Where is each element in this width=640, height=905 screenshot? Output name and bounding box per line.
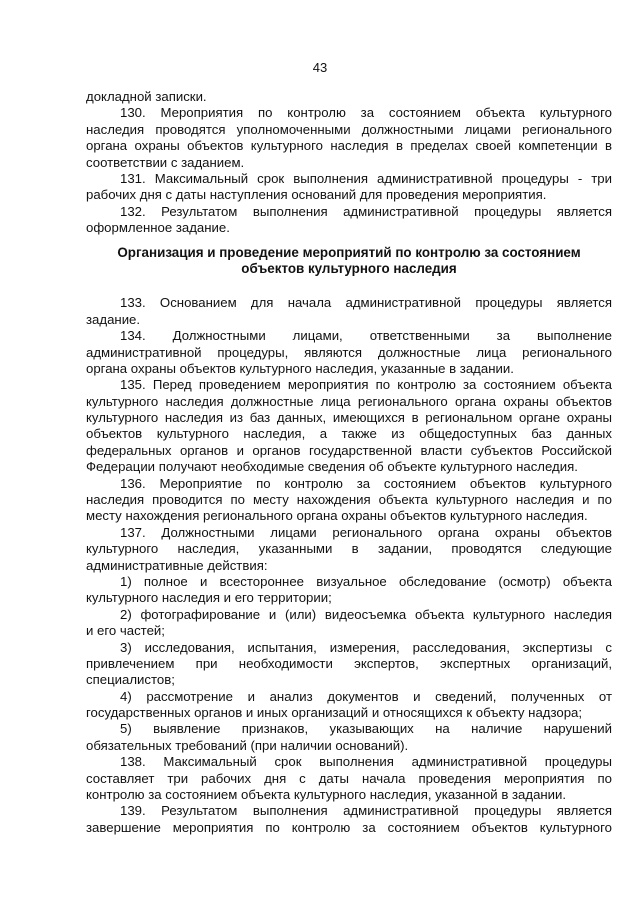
- text-line: докладной записки.: [86, 89, 207, 104]
- list-item-4: 4) рассмотрение и анализ документов и сведений, полученных от: [120, 688, 612, 704]
- text-line: административные действия:: [86, 557, 268, 573]
- section-heading-line-1: Организация и проведение мероприятий по контролю за состоянием: [117, 244, 581, 260]
- text-line: контролю за состоянием объекта культурного наследия, указанной в задании.: [86, 787, 567, 803]
- text-line: рабочих дня с даты наступления оснований для проведения мероприятия.: [86, 187, 547, 203]
- paragraph-130-line: 130. Мероприятия по контролю за состоянием объекта культурного: [120, 105, 612, 121]
- text-line: культурного наследия, указанными в задании, проводятся следующие: [86, 541, 612, 557]
- paragraph-136-line: 136. Мероприятие по контролю за состоянием объектов культурного: [120, 475, 612, 491]
- paragraph-132-line: 132. Результатом выполнения административной процедуры является: [120, 203, 612, 219]
- text-line: и его частей;: [86, 623, 165, 639]
- text-line: обязательных требований (при наличии оснований).: [86, 737, 409, 753]
- text-line: составляет три рабочих дня с даты начала проведения мероприятия по: [86, 770, 612, 786]
- text-line: задание.: [86, 311, 141, 327]
- paragraph-134-line: 134. Должностными лицами, ответственными за выполнение: [120, 328, 612, 344]
- list-item-3: 3) исследования, испытания, измерения, расследования, экспертизы с: [120, 639, 612, 655]
- text-line: культурного наследия и его территории;: [86, 590, 332, 606]
- text-line: наследия проводятся уполномоченными должностными лицами регионального: [86, 121, 612, 137]
- list-item-1: 1) полное и всестороннее визуальное обследование (осмотр) объекта: [120, 573, 612, 589]
- list-item-5: 5) выявление признаков, указывающих на наличие нарушений: [120, 721, 612, 737]
- text-line: объектов культурного наследия, а также из общедоступных баз данных: [86, 426, 612, 442]
- text-line: специалистов;: [86, 672, 175, 688]
- text-line: культурного наследия из баз данных, имеющихся в региональном органе охраны: [86, 410, 612, 426]
- paragraph-131-line: 131. Максимальный срок выполнения административной процедуры - три: [120, 170, 612, 186]
- document-body: [86, 89, 612, 836]
- page-number: 43: [312, 60, 328, 75]
- paragraph-135-line: 135. Перед проведением мероприятия по контролю за состоянием объекта: [120, 377, 612, 393]
- paragraph-133-line: 133. Основанием для начала административной процедуры является: [120, 295, 612, 311]
- text-line: административной процедуры, являются должностные лица регионального: [86, 344, 612, 360]
- text-line: органа охраны объектов культурного наследия, указанные в задании.: [86, 360, 514, 376]
- text-line: оформленное задание.: [86, 220, 230, 236]
- section-heading: [86, 245, 612, 278]
- list-item-2: 2) фотографирование и (или) видеосъемка объекта культурного наследия: [120, 606, 612, 622]
- paragraph-139-line: 139. Результатом выполнения административной процедуры является: [120, 803, 612, 819]
- text-line: культурного наследия должностные лица регионального органа охраны объектов: [86, 393, 612, 409]
- text-line: соответствии с заданием.: [86, 154, 245, 170]
- text-line: наследия проводится по месту нахождения объекта культурного наследия и по: [86, 492, 612, 508]
- text-line: завершение мероприятия по контролю за состоянием объектов культурного: [86, 819, 612, 835]
- text-line: Федерации получают необходимые сведения об объекте культурного наследия.: [86, 459, 578, 475]
- paragraph-137-line: 137. Должностными лицами регионального органа охраны объектов: [120, 524, 612, 540]
- text-line: государственных органов и иных организаций и относящихся к объекту надзора;: [86, 705, 583, 721]
- text-line: федеральных органов и органов государственной власти субъектов Российской: [86, 442, 612, 458]
- text-line: органа охраны объектов культурного наследия в пределах своей компетенции в: [86, 138, 612, 154]
- section-heading-line-2: объектов культурного наследия: [241, 260, 457, 276]
- text-line: привлечением при необходимости экспертов, экспертных организаций,: [86, 655, 612, 671]
- text-line: месту нахождения регионального органа охраны объектов культурного наследия.: [86, 508, 588, 524]
- paragraph-138-line: 138. Максимальный срок выполнения административной процедуры: [120, 754, 612, 770]
